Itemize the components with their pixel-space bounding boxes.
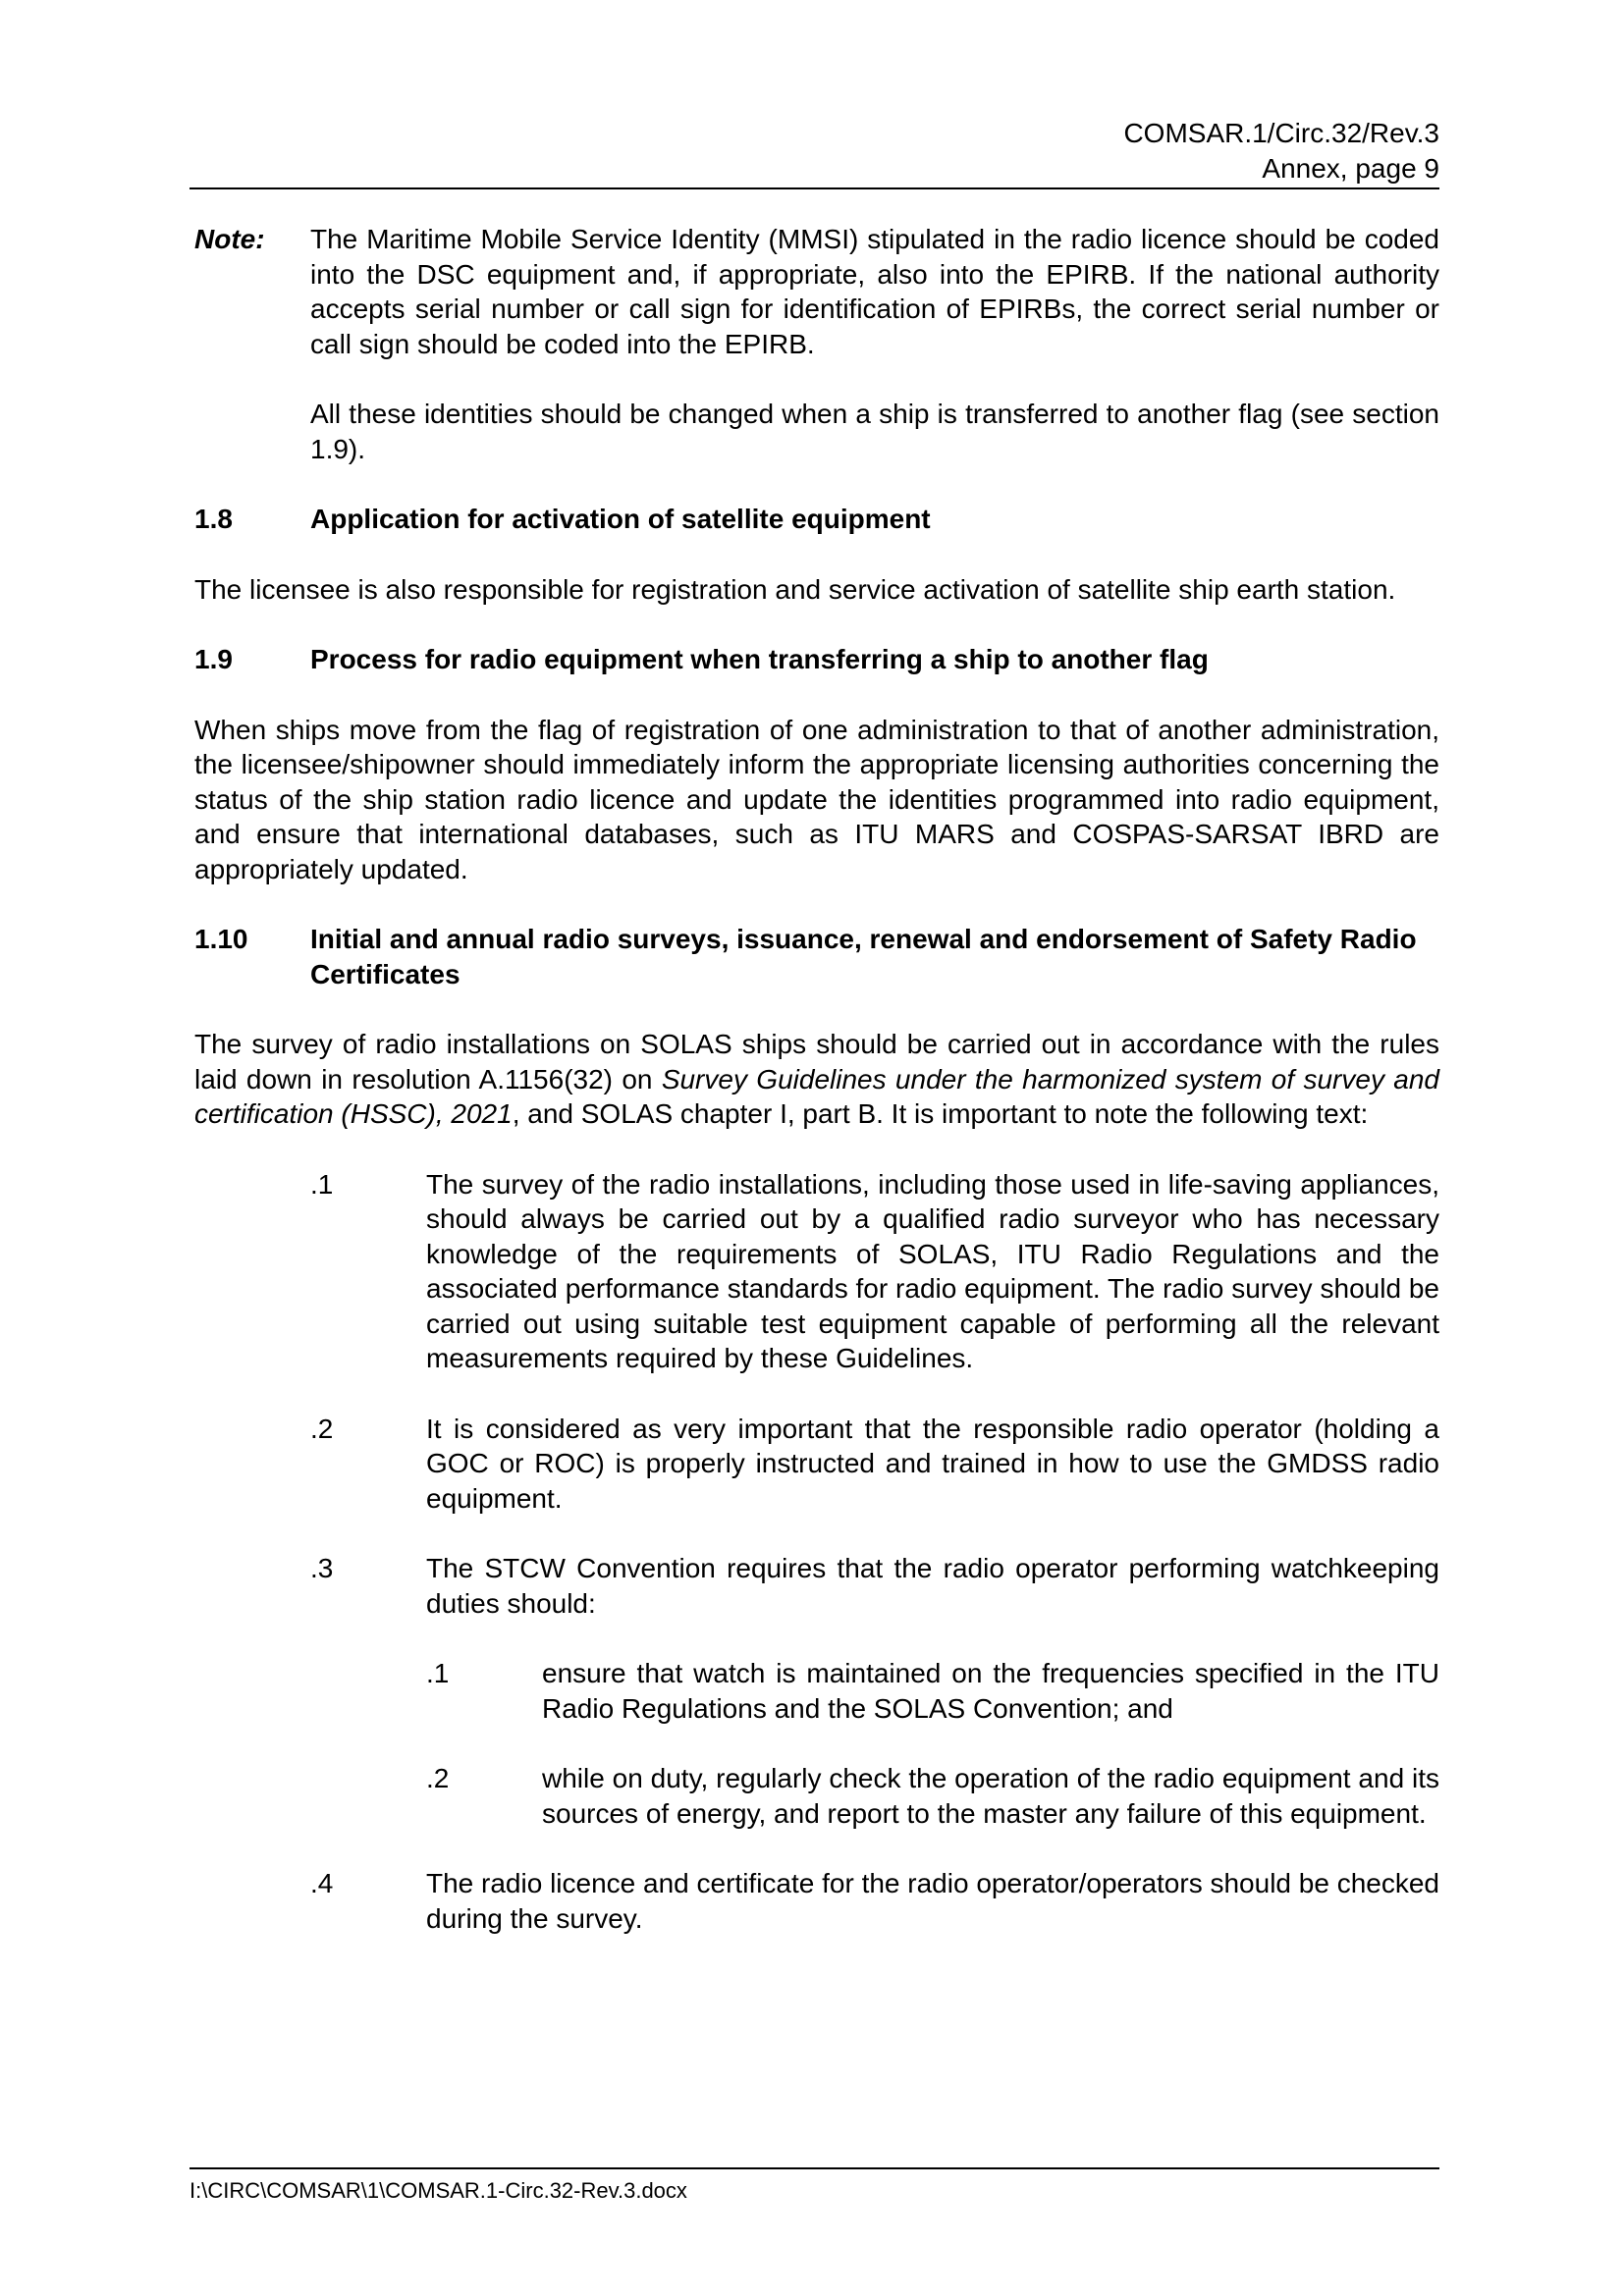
document-body: [194, 222, 1439, 1936]
sub-list-item: [426, 1656, 1439, 1726]
sub-list-item-text: while on duty, regularly check the operation of the radio equipment and its sources of energy, and report to the master any failure of this equipment.: [542, 1763, 1439, 1829]
section-number: 1.8: [194, 504, 233, 534]
list-item-text: The radio licence and certificate for the radio operator/operators should be checked during the survey.: [426, 1868, 1439, 1934]
paragraph-text: The survey of radio installations on SOLAS ships should be carried out in accordance with the rules laid down in resolution A.1156(32) on: [194, 1029, 1439, 1095]
header-divider: [189, 187, 1439, 189]
list-item-number: .2: [310, 1413, 334, 1444]
sub-list-item-text: ensure that watch is maintained on the frequencies specified in the ITU Radio Regulations and the SOLAS Convention; and: [542, 1658, 1439, 1724]
section-number: 1.9: [194, 644, 233, 674]
sub-list-item-number: .1: [426, 1658, 450, 1688]
list-item: [310, 1167, 1439, 1376]
section-paragraph: When ships move from the flag of registration of one administration to that of another administration, the licensee/shipowner should immediately inform the appropriate licensing authorities concerning the status of the ship station radio licence and update the identities programmed into radio equipment, and ensure that international databases, such as ITU MARS and COSPAS-SARSAT IBRD are appropriately updated.: [194, 714, 1439, 884]
list-item-number: .4: [310, 1868, 334, 1898]
section-number: 1.10: [194, 924, 248, 954]
section-paragraph: The licensee is also responsible for registration and service activation of satellite ship earth station.: [194, 573, 1396, 605]
document-reference: COMSAR.1/Circ.32/Rev.3: [1123, 118, 1439, 148]
sub-list-item-number: .2: [426, 1763, 450, 1793]
note-label: Note:: [194, 224, 265, 254]
section-heading: [194, 502, 1439, 537]
footer-divider: [189, 2167, 1439, 2169]
footer-file-path: I:\CIRC\COMSAR\1\COMSAR.1-Circ.32-Rev.3.docx: [189, 2178, 687, 2203]
section-title: Process for radio equipment when transferring a ship to another flag: [310, 644, 1209, 674]
section-heading: [194, 642, 1439, 677]
note-block: [194, 222, 1439, 466]
paragraph-text: , and SOLAS chapter I, part B. It is important to note the following text:: [512, 1098, 1369, 1129]
section-heading: [194, 922, 1439, 991]
section-title: Initial and annual radio surveys, issuance, renewal and endorsement of Safety Radio Certificates: [310, 924, 1417, 989]
list-item: [310, 1412, 1439, 1517]
note-content: [310, 222, 1439, 466]
note-paragraph: The Maritime Mobile Service Identity (MMSI) stipulated in the radio licence should be coded into the DSC equipment and, if appropriate, also into the EPIRB. If the national authority accepts serial number or call sign for identification of EPIRBs, the correct serial number or call sign should be coded into the EPIRB.: [310, 224, 1439, 359]
italic-title: Survey Guidelines under the harmonized system of survey and certification (HSSC), 2021: [194, 1063, 1440, 1129]
list-item-number: .3: [310, 1553, 334, 1583]
sub-list-item: [426, 1761, 1439, 1831]
list-item-text: The survey of the radio installations, including those used in life-saving appliances, should always be carried out by a qualified radio surveyor who has necessary knowledge of the requirements of SOLAS, ITU Radio Regulations and the associated performance standards for radio equipment. The radio survey should be carried out using suitable test equipment capable of performing all the relevant measurements required by these Guidelines.: [426, 1168, 1439, 1373]
list-item: [310, 1551, 1439, 1621]
section-paragraph: [194, 1027, 1439, 1132]
note-paragraph: All these identities should be changed when a ship is transferred to another flag (see section 1.9).: [310, 399, 1439, 464]
page-number: Annex, page 9: [1262, 153, 1439, 184]
list-item: [310, 1866, 1439, 1936]
list-item-number: .1: [310, 1168, 334, 1200]
section-title: Application for activation of satellite equipment: [310, 504, 931, 534]
page-header: [189, 116, 1439, 187]
list-item-text: The STCW Convention requires that the radio operator performing watchkeeping duties should:: [426, 1553, 1439, 1619]
list-item-text: It is considered as very important that the responsible radio operator (holding a GOC or ROC) is properly instructed and trained in how to use the GMDSS radio equipment.: [426, 1413, 1439, 1514]
